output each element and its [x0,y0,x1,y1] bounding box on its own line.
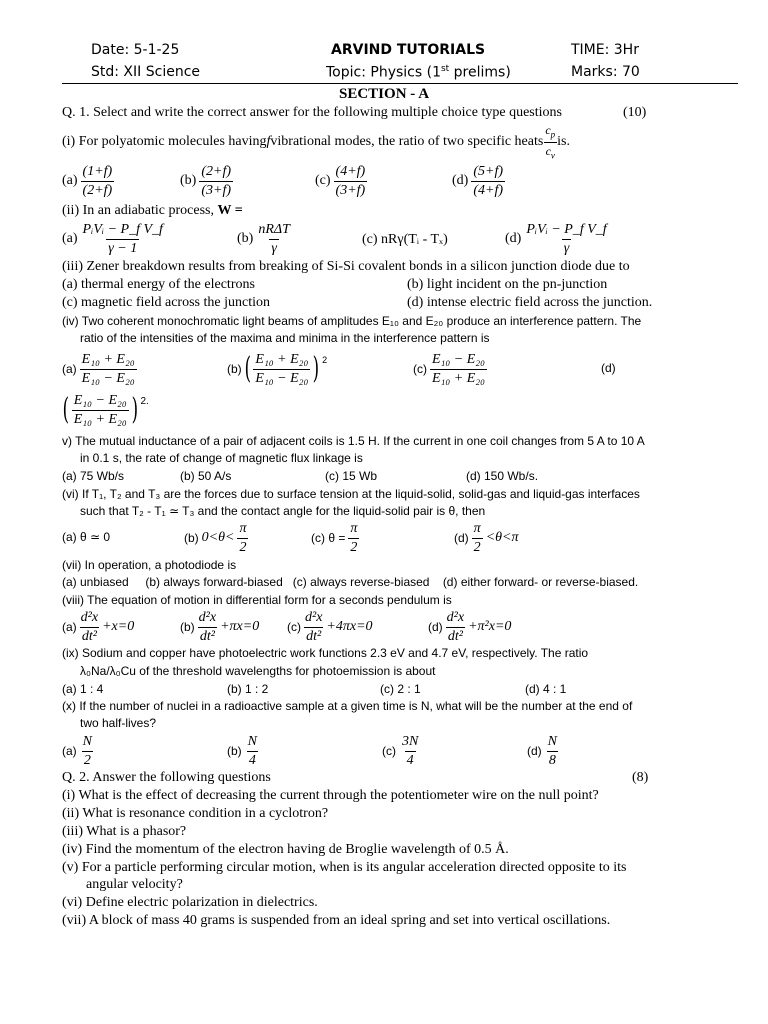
q1-viii-option-a: (a) d²x dt² +x=0 [62,609,135,644]
q1-ix-option-d: (d) 4 : 1 [525,682,567,696]
q1-viii-option-b: (b) d²x dt² +πx=0 [180,609,260,644]
exam-time: TIME: 3Hr [571,42,639,58]
q1-iv-line1: (iv) Two coherent monochromatic light beams of amplitudes E₁₀ and E₂₀ produce an interference pattern. The [62,314,642,328]
q1-iii-option-b: (b) light incident on the pn-junction [407,277,608,292]
q1-x-option-c: (c) 3N 4 [382,733,419,768]
q1-vi-line2: such that T₂ - T₁ ≃ T₃ and the contact angle for the liquid-solid pair is θ, then [80,504,486,518]
q1-iv-option-d: ( E₁₀ − E₂₀ E₁₀ + E₂₀ ) 2. [62,392,149,427]
q1-iii-option-c: (c) magnetic field across the junction [62,295,270,310]
q1-vi-option-c: (c) θ = $\frac{\pi}{2}$ [311,520,358,555]
q1-i-text: (i) For polyatomic molecules having f vibrational modes, the ratio of two specific heats $c_p$ $c_v$ is. [62,123,570,160]
q2-item-i: (i) What is the effect of decreasing the current through the potentiometer wire on the null point? [62,788,599,803]
q1-v-option-b: (b) 50 A/s [180,469,232,483]
q2-item-v-cont: angular velocity? [86,877,183,892]
standard: Std: XII Science [91,64,200,80]
q1-iii-text: (iii) Zener breakdown results from breaking of Si-Si covalent bonds in a silicon junction diode due to [62,259,630,274]
q1-ii-option-d: (d) PᵢVᵢ − P_f V_f γ [505,221,607,256]
q1-ix-option-a: (a) 1 : 4 [62,682,104,696]
q1-i-option-c: (c) (4+f) (3+f) [315,163,366,198]
q1-ii-text: (ii) In an adiabatic process, W = [62,203,243,218]
q1-v-option-c: (c) 15 Wb [325,469,378,483]
q1-viii-option-c: (c) d²x dt² +4πx=0 [287,609,373,644]
q1-iii-option-a: (a) thermal energy of the electrons [62,277,255,292]
q2-item-iv: (iv) Find the momentum of the electron having de Broglie wavelength of 0.5 Å. [62,842,509,857]
q1-v-line2: in 0.1 s, the rate of change of magnetic flux linkage is [80,451,363,465]
q1-ii-option-a: (a) PᵢVᵢ − P_f V_f γ − 1 [62,221,163,256]
q1-x-option-a: (a) N 2 [62,733,93,768]
q1-ix-line1: (ix) Sodium and copper have photoelectric work functions 2.3 eV and 4.7 eV, respectively. The ratio [62,646,589,660]
q1-vi-line1: (vi) If T₁, T₂ and T₃ are the forces due to surface tension at the liquid-solid, solid-gas and liquid-gas interfaces [62,487,640,501]
topic: Topic: Physics (1st prelims) [326,64,511,81]
exam-date: Date: 5-1-25 [91,42,180,58]
q2-text: Q. 2. Answer the following questions [62,770,271,785]
q1-ix-line2: λ₀Na/λ₀Cu of the threshold wavelengths for photoemission is about [80,664,436,678]
q1-ix-option-c: (c) 2 : 1 [380,682,421,696]
q1-vii-options: (a) unbiased (b) always forward-biased (c) always reverse-biased (d) either forward- or reverse-biased. [62,575,639,589]
q1-v-line1: v) The mutual inductance of a pair of adjacent coils is 1.5 H. If the current in one coil changes from 5 A to 10 A [62,434,645,448]
q1-iii-option-d: (d) intense electric field across the junction. [407,295,653,310]
q1-text: Q. 1. Select and write the correct answer for the following multiple choice type questions [62,105,562,120]
q1-x-option-b: (b) N 4 [227,733,258,768]
q1-v-option-d: (d) 150 Wb/s. [466,469,539,483]
q2-item-iii: (iii) What is a phasor? [62,824,187,839]
header-divider [62,83,738,84]
q1-ii-option-b: (b) nRΔT γ [237,221,290,256]
q1-iv-option-b: (b) ( E₁₀ + E₂₀ E₁₀ − E₂₀ ) $^2$ [227,351,328,386]
q1-iv-line2: ratio of the intensities of the maxima and minima in the interference pattern is [80,331,490,345]
q2-item-ii: (ii) What is resonance condition in a cyclotron? [62,806,329,821]
q1-marks: (10) [623,105,647,120]
q1-vi-option-d: (d) π 2 <θ<π [454,520,519,555]
q1-i-option-d: (d) (5+f) (4+f) [452,163,503,198]
q1-viii-option-d: (d) d²x dt² +π²x=0 [428,609,512,644]
q1-x-option-d: (d) N 8 [527,733,558,768]
institute-name: ARVIND TUTORIALS [331,42,486,58]
total-marks: Marks: 70 [571,64,640,80]
q2-item-v: (v) For a particle performing circular motion, when is its angular acceleration directed opposite to its [62,860,627,875]
q1-x-line1: (x) If the number of nuclei in a radioactive sample at a given time is N, what will be the number at the end of [62,699,633,713]
q1-i-option-b: (b) (2+f) (3+f) [180,163,231,198]
q1-i-option-a: (a) (1+f) (2+f) [62,163,113,198]
q1-ii-option-c: (c) nRγ(Tᵢ - Tₓ) [362,232,448,247]
q1-vi-option-a: (a) θ ≃ 0 [62,530,111,544]
q1-vi-option-b: (b) 0<θ< π 2 [184,520,247,555]
q1-ix-option-b: (b) 1 : 2 [227,682,269,696]
q2-item-vii: (vii) A block of mass 40 grams is suspended from an ideal spring and set into vertical oscillations. [62,913,611,928]
q2-item-vi: (vi) Define electric polarization in dielectrics. [62,895,318,910]
q1-vii-text: (vii) In operation, a photodiode is [62,558,237,572]
q1-iv-option-c: (c) E₁₀ − E₂₀ E₁₀ + E₂₀ [413,351,486,386]
q1-iv-option-d-label: (d) [601,361,616,375]
q1-viii-text: (viii) The equation of motion in differential form for a seconds pendulum is [62,593,452,607]
q1-v-option-a: (a) 75 Wb/s [62,469,125,483]
q1-x-line2: two half-lives? [80,716,157,730]
q2-marks: (8) [632,770,649,785]
q1-iv-option-a: (a) E₁₀ + E₂₀ E₁₀ − E₂₀ [62,351,135,386]
section-title: SECTION - A [339,86,430,102]
